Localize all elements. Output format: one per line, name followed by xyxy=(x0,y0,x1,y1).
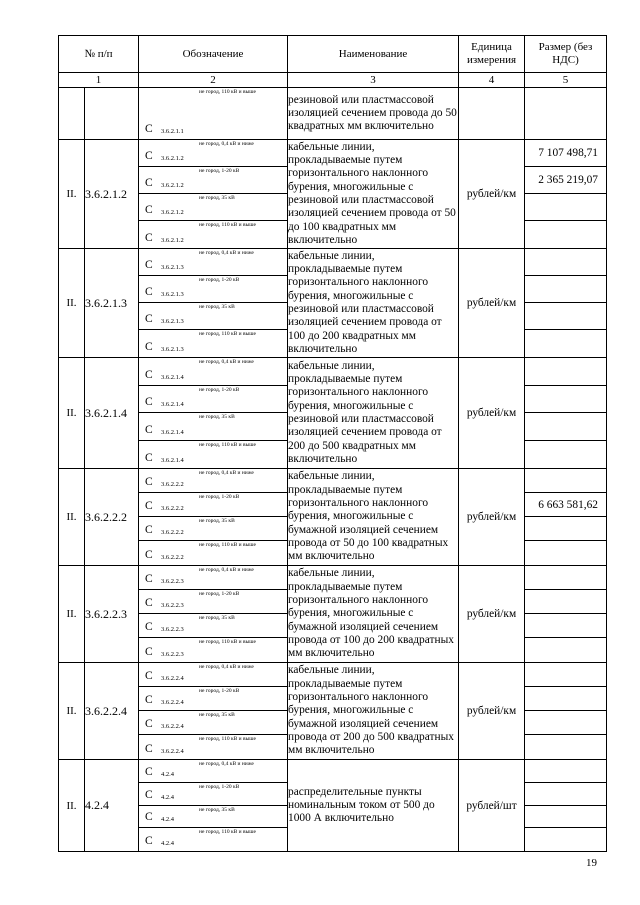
prefix-cell: II. xyxy=(59,566,85,663)
designation-symbol xyxy=(139,358,287,386)
designation-superscript: не город, 0,4 кВ и ниже xyxy=(199,359,254,365)
designation-symbol xyxy=(139,517,287,541)
size-value xyxy=(525,221,606,248)
designation-superscript: не город, 1-20 кВ xyxy=(199,168,240,174)
designation-cell xyxy=(139,140,288,249)
size-value xyxy=(525,828,606,851)
size-value xyxy=(525,687,606,711)
designation-letter: С xyxy=(145,500,153,512)
column-number: 1 xyxy=(59,73,139,88)
name-cell xyxy=(288,566,459,663)
size-cell xyxy=(525,469,607,566)
name-text: кабельные линии, прокладываемые путем горизонтального наклонного бурения, многожильные с бумажной изоляцией сечением провода от 100 до 200 квадратных мм включительно xyxy=(288,567,454,660)
code-cell: 3.6.2.2.3 xyxy=(85,566,139,663)
designation-superscript: не город, 110 кВ и выше xyxy=(199,222,256,228)
designation-superscript: не город, 0,4 кВ и ниже xyxy=(199,664,254,670)
designation-symbol xyxy=(139,303,287,330)
designation-letter: С xyxy=(145,670,153,682)
size-cell xyxy=(525,663,607,760)
designation-symbol xyxy=(139,806,287,829)
size-value xyxy=(525,194,606,221)
designation-cell xyxy=(139,469,288,566)
designation-superscript: ие город, 110 кВ и выше xyxy=(199,89,256,95)
designation-letter: С xyxy=(145,835,153,847)
designation-symbol xyxy=(139,687,287,711)
designation-superscript: не город, 110 кВ и выше xyxy=(199,441,256,448)
designation-cell xyxy=(139,249,288,358)
size-value xyxy=(525,469,606,493)
size-value xyxy=(525,303,606,330)
designation-superscript: не город, 35 кВ xyxy=(199,806,235,813)
designation-symbol xyxy=(139,760,287,783)
unit-cell: рублей/км xyxy=(459,249,525,358)
column-number-row xyxy=(59,73,607,88)
table-row xyxy=(59,469,607,566)
designation-subscript: 3.6.2.2.4 xyxy=(161,748,184,755)
designation-superscript: не город, 110 кВ и выше xyxy=(199,736,256,742)
designation-subscript: 3.6.2.1.4 xyxy=(161,401,184,408)
designation-letter: С xyxy=(145,396,153,408)
column-number: 4 xyxy=(459,73,525,88)
designation-letter: С xyxy=(145,621,153,633)
header-name: Наименование xyxy=(288,36,459,73)
designation-superscript: не город, 1-20 кВ xyxy=(199,277,240,283)
prefix-cell: II. xyxy=(59,249,85,358)
designation-symbol xyxy=(139,783,287,806)
page-number: 19 xyxy=(586,857,597,869)
size-value: 6 663 581,62 xyxy=(525,493,606,517)
designation-symbol xyxy=(139,413,287,441)
table-row xyxy=(59,760,607,852)
size-cell xyxy=(525,88,607,140)
designation-symbol xyxy=(139,828,287,851)
designation-superscript: не город, 0,4 кВ и ниже xyxy=(199,470,254,476)
size-value xyxy=(525,249,606,276)
prefix-cell: II. xyxy=(59,140,85,249)
designation-subscript: 4.2.4 xyxy=(161,816,175,824)
prefix-cell: II. xyxy=(59,760,85,852)
size-value xyxy=(525,760,606,783)
unit-cell: рублей/км xyxy=(459,469,525,566)
designation-letter: С xyxy=(145,150,153,162)
designation-superscript: не город, 1-20 кВ xyxy=(199,494,240,500)
code-cell: 3.6.2.1.3 xyxy=(85,249,139,358)
designation-subscript: 3.6.2.2.2 xyxy=(161,481,184,488)
designation-letter: С xyxy=(145,452,153,464)
prefix-cell xyxy=(59,88,85,140)
code-cell: 3.6.2.1.4 xyxy=(85,358,139,469)
designation-cell xyxy=(139,760,288,852)
designation-letter: С xyxy=(145,232,153,244)
size-value xyxy=(525,614,606,638)
size-value xyxy=(525,358,606,386)
designation-subscript: 4.2.4 xyxy=(161,840,175,847)
designation-subscript: 3.6.2.1.2 xyxy=(161,209,184,216)
name-text: кабельные линии, прокладываемые путем горизонтального наклонного бурения, многожильные с резиновой или пластмассовой изоляцией сечением провода от 50 до 100 квадратных мм включительно xyxy=(288,140,456,246)
designation-symbol xyxy=(139,249,287,276)
name-cell xyxy=(288,88,459,140)
table-row xyxy=(59,566,607,663)
column-number: 2 xyxy=(139,73,288,88)
designation-subscript: 3.6.2.2.4 xyxy=(161,723,184,730)
size-value xyxy=(525,711,606,735)
designation-symbol xyxy=(139,566,287,590)
designation-subscript: 3.6.2.2.3 xyxy=(161,602,184,609)
designation-subscript: 4.2.4 xyxy=(161,793,175,801)
code-cell: 4.2.4 xyxy=(85,760,139,852)
size-value xyxy=(525,590,606,614)
designation-subscript: 3.6.2.2.4 xyxy=(161,699,184,706)
designation-superscript: не город, 0,4 кВ и ниже xyxy=(199,141,254,147)
designation-subscript: 3.6.2.2.2 xyxy=(161,529,184,536)
size-value xyxy=(525,330,606,357)
designation-symbol xyxy=(139,735,287,759)
designation-subscript: 3.6.2.1.3 xyxy=(161,291,184,298)
code-cell: 3.6.2.1.2 xyxy=(85,140,139,249)
code-cell: 3.6.2.2.2 xyxy=(85,469,139,566)
size-value xyxy=(525,806,606,829)
size-cell xyxy=(525,566,607,663)
designation-letter: С xyxy=(145,177,153,189)
designation-letter: С xyxy=(145,524,153,536)
unit-cell: рублей/км xyxy=(459,140,525,249)
designation-letter: С xyxy=(145,765,153,778)
designation-cell xyxy=(139,88,288,140)
column-number: 5 xyxy=(525,73,607,88)
designation-letter: С xyxy=(145,646,153,658)
designation-superscript: не город, 35 кВ xyxy=(199,615,235,621)
designation-subscript: 3.6.2.1.2 xyxy=(161,182,184,189)
designation-symbol xyxy=(139,469,287,493)
unit-cell: рублей/км xyxy=(459,358,525,469)
size-value xyxy=(525,663,606,687)
designation-subscript: 3.6.2.1.3 xyxy=(161,318,184,325)
designation-letter: С xyxy=(145,259,153,271)
designation-letter: С xyxy=(145,549,153,561)
designation-subscript: 3.6.2.2.3 xyxy=(161,626,184,633)
header-number: № п/п xyxy=(59,36,139,73)
designation-subscript: 3.6.2.1.4 xyxy=(161,373,184,381)
designation-letter: С xyxy=(145,204,153,216)
name-cell xyxy=(288,249,459,358)
designation-symbol xyxy=(139,221,287,248)
name-cell xyxy=(288,358,459,469)
name-text: распределительные пункты номинальным током от 500 до 1000 А включительно xyxy=(288,785,435,825)
name-cell xyxy=(288,760,459,852)
unit-cell: рублей/км xyxy=(459,566,525,663)
designation-symbol xyxy=(139,140,287,167)
designation-letter: С xyxy=(145,811,153,824)
designation-subscript: 3.6.2.2.2 xyxy=(161,554,184,561)
designation-letter: С xyxy=(145,788,153,801)
designation-symbol xyxy=(139,194,287,221)
designation-symbol xyxy=(139,88,287,139)
name-cell xyxy=(288,663,459,760)
designation-subscript: 4.2.4 xyxy=(161,770,175,778)
code-cell: 3.6.2.2.4 xyxy=(85,663,139,760)
designation-superscript: не город, 35 кВ xyxy=(199,304,235,310)
designation-superscript: не город, 110 кВ и выше xyxy=(199,829,256,836)
size-value xyxy=(525,541,606,565)
header-unit: Единица измерения xyxy=(459,36,525,73)
designation-symbol xyxy=(139,614,287,638)
designation-subscript: 3.6.2.1.1 xyxy=(161,128,184,135)
designation-letter: С xyxy=(145,694,153,706)
designation-symbol xyxy=(139,386,287,414)
size-cell xyxy=(525,760,607,852)
designation-symbol xyxy=(139,167,287,194)
column-number: 3 xyxy=(288,73,459,88)
designation-superscript: не город, 0,4 кВ и ниже xyxy=(199,250,254,256)
header-designation: Обозначение xyxy=(139,36,288,73)
designation-subscript: 3.6.2.2.4 xyxy=(161,675,184,682)
designation-subscript: 3.6.2.1.2 xyxy=(161,155,184,162)
table-row xyxy=(59,249,607,358)
designation-symbol xyxy=(139,441,287,469)
size-value: 7 107 498,71 xyxy=(525,140,606,167)
designation-superscript: не город, 110 кВ и выше xyxy=(199,639,256,645)
designation-letter: С xyxy=(145,743,153,755)
designation-superscript: не город, 35 кВ xyxy=(199,518,235,524)
name-text: резиновой или пластмассовой изоляцией сечением провода до 50 квадратных мм включительно xyxy=(288,93,457,133)
size-value xyxy=(525,386,606,414)
designation-superscript: не город, 35 кВ xyxy=(199,414,235,420)
header-row xyxy=(59,36,607,73)
table-row xyxy=(59,140,607,249)
unit-cell: рублей/км xyxy=(459,663,525,760)
name-text: кабельные линии, прокладываемые путем горизонтального наклонного бурения, многожильные с резиновой или пластмассовой изоляцией сечением провода от 200 до 500 квадратных мм включительно xyxy=(288,359,442,465)
designation-letter: С xyxy=(145,573,153,585)
size-cell xyxy=(525,358,607,469)
designation-cell xyxy=(139,663,288,760)
designation-superscript: не город, 35 кВ xyxy=(199,195,235,201)
designation-letter: С xyxy=(145,286,153,298)
unit-cell xyxy=(459,88,525,140)
designation-superscript: не город, 110 кВ и выше xyxy=(199,542,256,548)
size-value xyxy=(525,441,606,469)
continuation-row xyxy=(59,88,607,140)
designation-superscript: не город, 35 кВ xyxy=(199,712,235,718)
size-cell xyxy=(525,140,607,249)
designation-cell xyxy=(139,566,288,663)
prefix-cell: II. xyxy=(59,469,85,566)
size-value xyxy=(525,276,606,303)
designation-superscript: не город, 1-20 кВ xyxy=(199,386,240,393)
size-value xyxy=(525,735,606,759)
tariff-table xyxy=(58,35,607,852)
designation-superscript: не город, 0,4 кВ и ниже xyxy=(199,567,254,573)
designation-symbol xyxy=(139,663,287,687)
code-cell xyxy=(85,88,139,140)
unit-cell: рублей/шт xyxy=(459,760,525,852)
designation-symbol xyxy=(139,590,287,614)
designation-subscript: 3.6.2.1.4 xyxy=(161,457,184,464)
designation-letter: С xyxy=(145,368,153,381)
designation-symbol xyxy=(139,330,287,357)
size-value xyxy=(525,566,606,590)
designation-subscript: 3.6.2.1.3 xyxy=(161,264,184,271)
name-text: кабельные линии, прокладываемые путем горизонтального наклонного бурения, многожильные с резиновой или пластмассовой изоляцией сечением провода от 100 до 200 квадратных мм включительно xyxy=(288,249,442,355)
size-cell xyxy=(525,249,607,358)
designation-letter: С xyxy=(145,597,153,609)
designation-superscript: не город, 1-20 кВ xyxy=(199,688,240,694)
designation-subscript: 3.6.2.2.2 xyxy=(161,505,184,512)
size-value xyxy=(525,783,606,806)
name-text: кабельные линии, прокладываемые путем горизонтального наклонного бурения, многожильные с бумажной изоляцией сечением провода от 50 до 100 квадратных мм включительно xyxy=(288,470,449,563)
designation-subscript: 3.6.2.2.3 xyxy=(161,651,184,658)
designation-letter: С xyxy=(145,341,153,353)
prefix-cell: II. xyxy=(59,358,85,469)
designation-letter: С xyxy=(145,423,153,436)
name-cell xyxy=(288,140,459,249)
designation-superscript: не город, 1-20 кВ xyxy=(199,591,240,597)
designation-symbol xyxy=(139,276,287,303)
designation-symbol xyxy=(139,493,287,517)
size-value xyxy=(525,413,606,441)
designation-symbol xyxy=(139,711,287,735)
designation-subscript: 3.6.2.2.3 xyxy=(161,578,184,585)
designation-superscript: не город, 0,4 кВ и ниже xyxy=(199,761,254,767)
designation-subscript: 3.6.2.1.3 xyxy=(161,346,184,353)
designation-letter: С xyxy=(145,476,153,488)
designation-subscript: 3.6.2.1.2 xyxy=(161,237,184,244)
size-value: 2 365 219,07 xyxy=(525,167,606,194)
name-text: кабельные линии, прокладываемые путем горизонтального наклонного бурения, многожильные с бумажной изоляцией сечением провода от 200 до 500 квадратных мм включительно xyxy=(288,664,454,757)
designation-subscript: 3.6.2.1.4 xyxy=(161,428,184,436)
designation-symbol xyxy=(139,541,287,565)
name-cell xyxy=(288,469,459,566)
header-size: Размер (без НДС) xyxy=(525,36,607,73)
designation-superscript: не город, 110 кВ и выше xyxy=(199,331,256,337)
table-row xyxy=(59,358,607,469)
designation-letter: С xyxy=(145,718,153,730)
size-value xyxy=(525,517,606,541)
designation-superscript: не город, 1-20 кВ xyxy=(199,783,240,790)
size-value xyxy=(525,638,606,662)
designation-symbol xyxy=(139,638,287,662)
designation-letter: С xyxy=(145,313,153,325)
table-row xyxy=(59,663,607,760)
designation-letter: С xyxy=(145,123,153,135)
prefix-cell: II. xyxy=(59,663,85,760)
designation-cell xyxy=(139,358,288,469)
